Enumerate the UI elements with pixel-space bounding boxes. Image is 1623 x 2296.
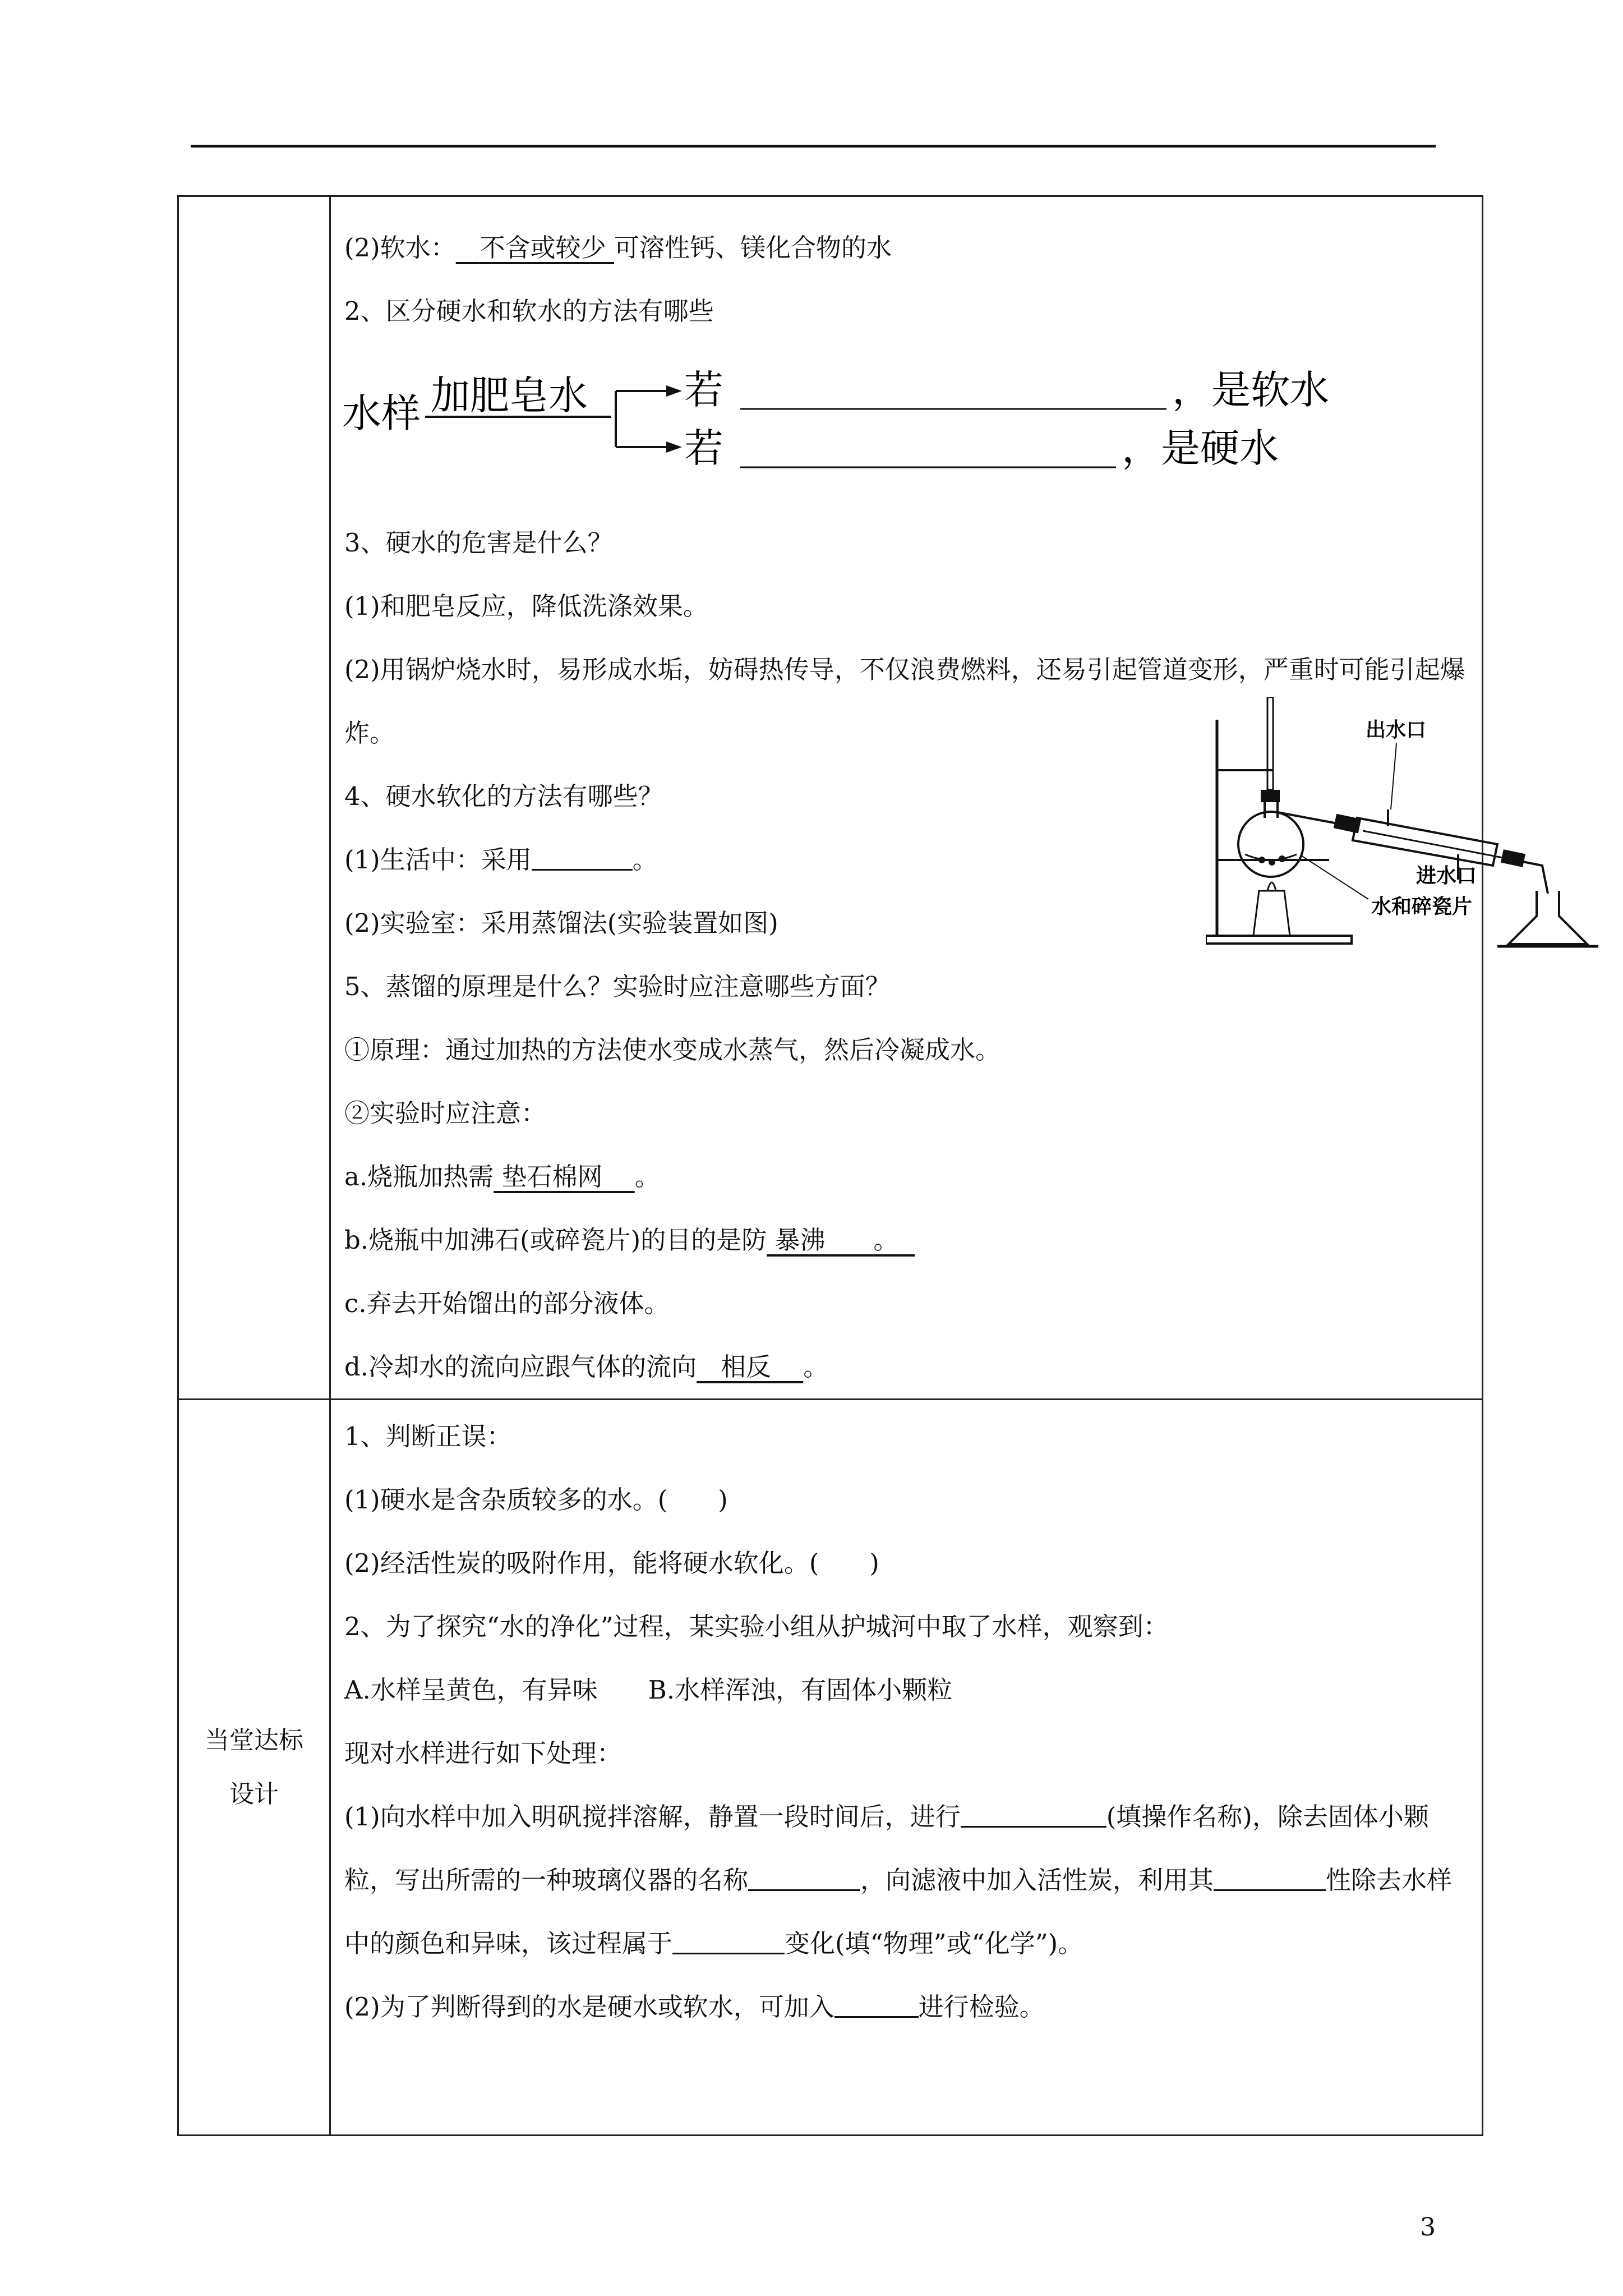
answer-blank [748,1867,860,1891]
diagram-sample-text: 水样 [342,390,421,436]
list-item: (2)实验室：采用蒸馏法(实验装置如图) [344,908,778,938]
list-item: (1)向水样中加入明矾搅拌溶解，静置一段时间后，进行 (填操作名称)，除去固体小颗粒，写出所需的一种玻璃仪器的名称 ，向滤液中加入活性炭，利用其 性除去水样中的颜色和异味，该过程属于 变化(填“物理”或“化学”)。 [344,1802,1453,1958]
list-item: 5、蒸馏的原理是什么？实验时应注意哪些方面？ [344,972,891,1001]
list-item: c.弃去开始馏出的部分液体。 [344,1289,670,1318]
answer-blank [1214,1867,1326,1891]
lesson-table [177,195,1483,2136]
test-flow-diagram [331,343,1396,511]
table-row [178,1400,1483,2136]
table-row [178,196,1483,1400]
section-label-line1: 当堂达标 [205,1726,303,1755]
answer-blank [672,1930,785,1954]
list-item: b.烧瓶中加沸石(或碎瓷片)的目的是防 暴沸 。 [331,1208,1482,1272]
section-label-line2: 设计 [229,1779,279,1809]
list-item: ①原理：通过加热的方法使水变成水蒸气，然后冷凝成水。 [344,1035,1001,1065]
branch-bottom-if: 若 [684,425,723,471]
label-inlet: 进水口 [1416,864,1477,887]
arrow-icon [666,385,682,397]
branch-top-result: ，是软水 [1172,367,1329,413]
list-item: ②实验时应注意： [344,1098,547,1128]
list-item [331,216,1482,279]
list-item: 1、判断正误： [344,1421,512,1451]
label-outlet: 出水口 [1366,719,1427,742]
line-text: (2)软水： [344,233,456,263]
label-flask: 水和碎瓷片 [1371,895,1473,918]
list-item: (1)生活中：采用 。 [344,845,658,875]
list-item: (1)硬水是含杂质较多的水。( ) [344,1485,728,1515]
hard-soft-water-diagram [331,343,1482,511]
branch-top-if: 若 [684,367,723,413]
list-item: (2)为了判断得到的水是硬水或软水，可加入 进行检验。 [344,1992,1045,2022]
left-cell-empty [178,196,330,1400]
arrow-icon [666,441,682,453]
branch-bottom-result: ，是硬水 [1122,425,1279,471]
diagram-reagent-text: 加肥皂水 [431,372,588,418]
list-item: 3、硬水的危害是什么？ [344,528,613,558]
answer-blank [834,1994,919,2018]
line-text: 可溶性钙、镁化合物的水 [614,233,892,263]
list-item: A.水样呈黄色，有异味 B.水样浑浊，有固体小颗粒 [344,1675,953,1705]
answer-text: 垫石棉网 [501,1162,603,1191]
answer-blank [961,1803,1106,1828]
content-cell-knowledge [330,196,1483,1400]
list-item: (2)用锅炉烧水时，易形成水垢，妨碍热传导，不仅浪费燃料，还易引起管道变形，严重时可能引起爆炸。 [344,655,1465,748]
list-item: (2)经活性炭的吸附作用，能将硬水软化。( ) [344,1548,879,1578]
list-item: 现对水样进行如下处理： [344,1738,623,1768]
list-item: d.冷却水的流向应跟气体的流向 相反 。 [344,1352,829,1382]
list-item: a.烧瓶加热需 垫石棉网 。 [344,1162,660,1191]
answer-text: 不含或较少 [479,233,606,263]
list-item: (1)和肥皂反应，降低洗涤效果。 [344,591,708,621]
content-cell-exercise [330,1400,1483,2136]
answer-text: 暴沸 。 [774,1225,899,1255]
list-item: 4、硬水软化的方法有哪些？ [344,781,663,811]
left-cell-label [178,1400,330,2136]
list-item: 2、为了探究“水的净化”过程，某实验小组从护城河中取了水样，观察到： [344,1612,1169,1641]
answer-text: 相反 [721,1352,772,1382]
header-rule [191,145,1436,148]
page-number: 3 [1420,2213,1436,2242]
answer-blank [532,846,633,871]
list-item: 2、区分硬水和软水的方法有哪些 [344,296,714,326]
